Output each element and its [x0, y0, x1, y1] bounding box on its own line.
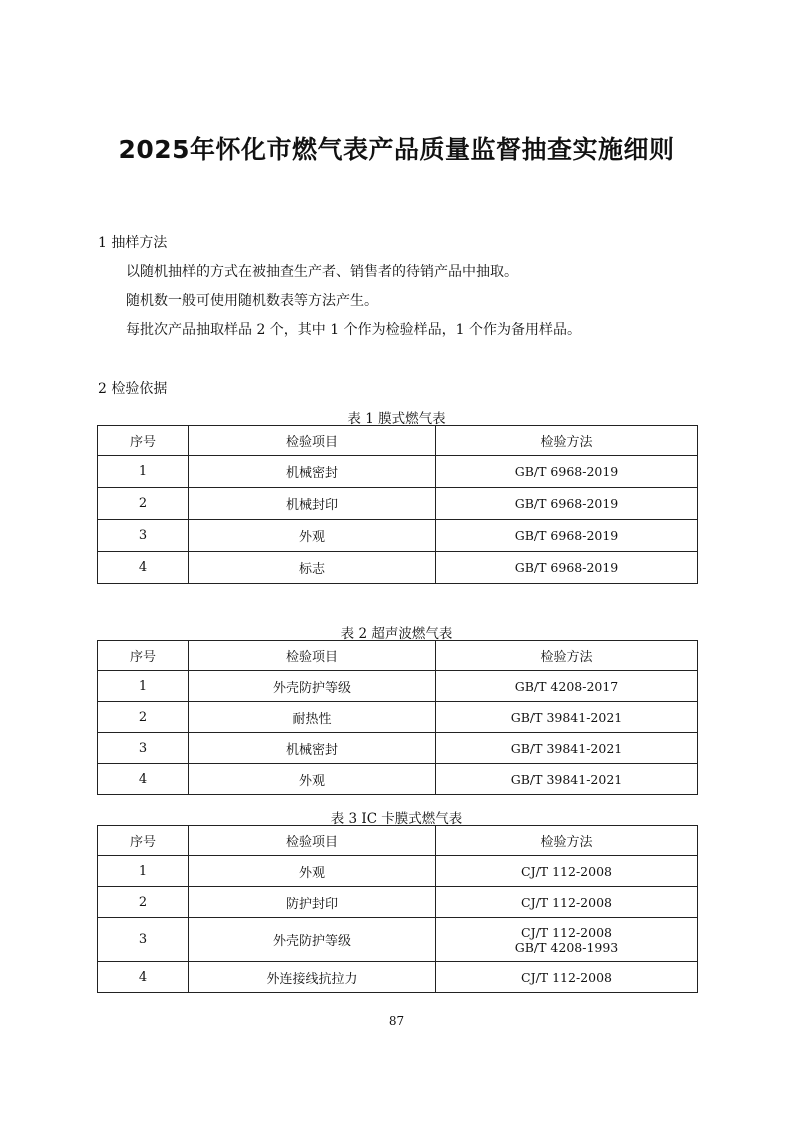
- table-cell: 标志: [189, 552, 436, 584]
- table-cell: 3: [98, 918, 189, 962]
- table-row: [98, 456, 698, 488]
- table-header-row: [98, 641, 698, 671]
- table-cell: 4: [98, 962, 189, 993]
- table-ic-card-gas-meter: [97, 825, 698, 993]
- table-row: [98, 488, 698, 520]
- table-row: [98, 856, 698, 887]
- table-row: [98, 671, 698, 702]
- table-membrane-gas-meter: [97, 425, 698, 584]
- table-cell: [436, 918, 698, 962]
- table-row: [98, 887, 698, 918]
- table-cell: 外壳防护等级: [189, 671, 436, 702]
- table-cell: 1: [98, 456, 189, 488]
- table-cell: CJ/T 112-2008: [436, 887, 698, 918]
- table-row: [98, 764, 698, 795]
- table-cell: CJ/T 112-2008: [436, 962, 698, 993]
- header-cell: 序号: [98, 826, 189, 856]
- table-cell: GB/T 39841-2021: [436, 764, 698, 795]
- table-cell: 2: [98, 887, 189, 918]
- table-cell: GB/T 4208-2017: [436, 671, 698, 702]
- header-cell: 序号: [98, 641, 189, 671]
- section-heading-sampling: 1 抽样方法: [98, 235, 168, 251]
- header-cell: 检验方法: [436, 826, 698, 856]
- table-cell: 机械封印: [189, 488, 436, 520]
- table-cell: 2: [98, 488, 189, 520]
- table-caption: 表 3 IC 卡膜式燃气表: [330, 811, 463, 827]
- header-cell: 检验方法: [436, 426, 698, 456]
- section-heading-basis: 2 检验依据: [98, 381, 168, 397]
- table-cell: 外壳防护等级: [189, 918, 436, 962]
- paragraph: 随机数一般可使用随机数表等方法产生。: [126, 293, 378, 309]
- table-row: [98, 552, 698, 584]
- page-title: 2025年怀化市燃气表产品质量监督抽查实施细则: [118, 135, 675, 164]
- table-caption: 表 1 膜式燃气表: [347, 411, 446, 427]
- table-cell: 外观: [189, 856, 436, 887]
- table-row: [98, 520, 698, 552]
- table-cell: 3: [98, 733, 189, 764]
- table-cell: GB/T 39841-2021: [436, 702, 698, 733]
- method-line: CJ/T 112-2008: [521, 924, 612, 940]
- paragraph: 每批次产品抽取样品 2 个，其中 1 个作为检验样品，1 个作为备用样品。: [126, 322, 581, 338]
- paragraph: 以随机抽样的方式在被抽查生产者、销售者的待销产品中抽取。: [126, 264, 518, 280]
- table-cell: 耐热性: [189, 702, 436, 733]
- header-cell: 检验项目: [189, 826, 436, 856]
- header-cell: 检验项目: [189, 426, 436, 456]
- table-cell: 3: [98, 520, 189, 552]
- header-cell: 检验项目: [189, 641, 436, 671]
- table-cell: 机械密封: [189, 456, 436, 488]
- table-cell: GB/T 6968-2019: [436, 456, 698, 488]
- table-cell: 机械密封: [189, 733, 436, 764]
- table-row: [98, 702, 698, 733]
- table-cell: GB/T 6968-2019: [436, 520, 698, 552]
- page-number: 87: [388, 1014, 405, 1028]
- table-cell: 4: [98, 764, 189, 795]
- table-cell: 外观: [189, 520, 436, 552]
- table-cell: 外观: [189, 764, 436, 795]
- table-row: [98, 918, 698, 962]
- table-cell: CJ/T 112-2008: [436, 856, 698, 887]
- table-cell: 2: [98, 702, 189, 733]
- method-line: GB/T 4208-1993: [514, 939, 619, 955]
- table-cell: 外连接线抗拉力: [189, 962, 436, 993]
- table-caption: 表 2 超声波燃气表: [340, 626, 453, 642]
- table-row: [98, 733, 698, 764]
- table-row: [98, 962, 698, 993]
- table-cell: GB/T 6968-2019: [436, 488, 698, 520]
- table-cell: 1: [98, 856, 189, 887]
- table-header-row: [98, 426, 698, 456]
- header-cell: 检验方法: [436, 641, 698, 671]
- table-header-row: [98, 826, 698, 856]
- table-cell: 4: [98, 552, 189, 584]
- table-cell: 防护封印: [189, 887, 436, 918]
- table-cell: GB/T 39841-2021: [436, 733, 698, 764]
- table-cell: 1: [98, 671, 189, 702]
- table-cell: GB/T 6968-2019: [436, 552, 698, 584]
- table-ultrasonic-gas-meter: [97, 640, 698, 795]
- header-cell: 序号: [98, 426, 189, 456]
